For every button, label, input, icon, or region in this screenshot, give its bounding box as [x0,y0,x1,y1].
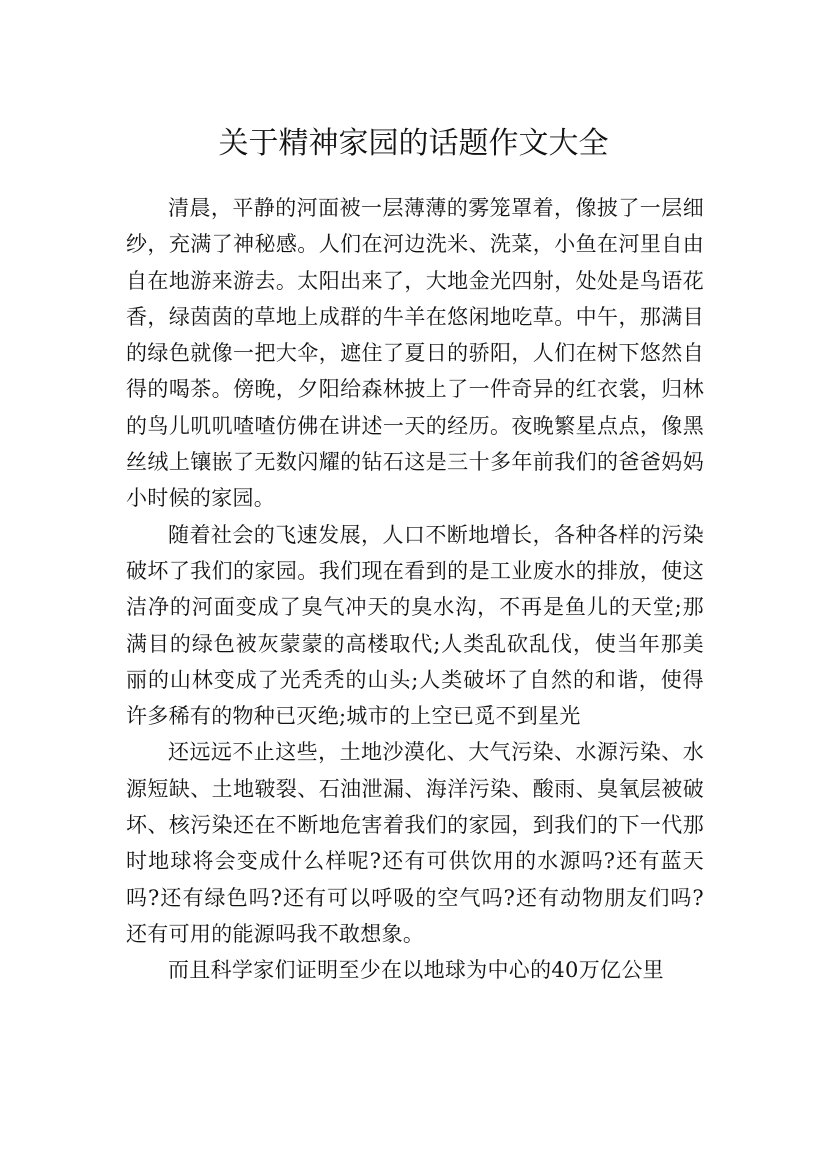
document-title: 关于精神家园的话题作文大全 [218,126,609,162]
document-body [126,190,704,989]
paragraph-1: 清晨，平静的河面被一层薄薄的雾笼罩着，像披了一层细纱，充满了神秘感。人们在河边洗米、洗菜，小鱼在河里自由自在地游来游去。太阳出来了，大地金光四射，处处是鸟语花香，绿茵茵的草地上成群的牛羊在悠闲地吃草。中午，那满目的绿色就像一把大伞，遮住了夏日的骄阳，人们在树下悠然自得的喝茶。傍晚，夕阳给森林披上了一件奇异的红衣裳，归林的鸟儿叽叽喳喳仿佛在讲述一天的经历。夜晚繁星点点，像黑丝绒上镶嵌了无数闪耀的钻石这是三十多年前我们的爸爸妈妈小时候的家园。 [126,196,704,511]
paragraph-4: 而且科学家们证明至少在以地球为中心的40万亿公里 [168,958,664,983]
paragraph-3: 还远远不止这些，土地沙漠化、大气污染、水源污染、水源短缺、土地皲裂、石油泄漏、海洋污染、酸雨、臭氧层被破坏、核污染还在不断地危害着我们的家园，到我们的下一代那时地球将会变成什么样呢?还有可供饮用的水源吗?还有蓝天吗?还有绿色吗?还有可以呼吸的空气吗?还有动物朋友们吗?还有可用的能源吗我不敢想象。 [126,740,704,946]
paragraph-2: 随着社会的飞速发展，人口不断地增长，各种各样的污染破坏了我们的家园。我们现在看到的是工业废水的排放，使这洁净的河面变成了臭气冲天的臭水沟，不再是鱼儿的天堂;那满目的绿色被灰蒙蒙的高楼取代;人类乱砍乱伐，使当年那美丽的山林变成了光秃秃的山头;人类破坏了自然的和谐，使得许多稀有的物种已灭绝;城市的上空已觅不到星光 [126,522,704,729]
